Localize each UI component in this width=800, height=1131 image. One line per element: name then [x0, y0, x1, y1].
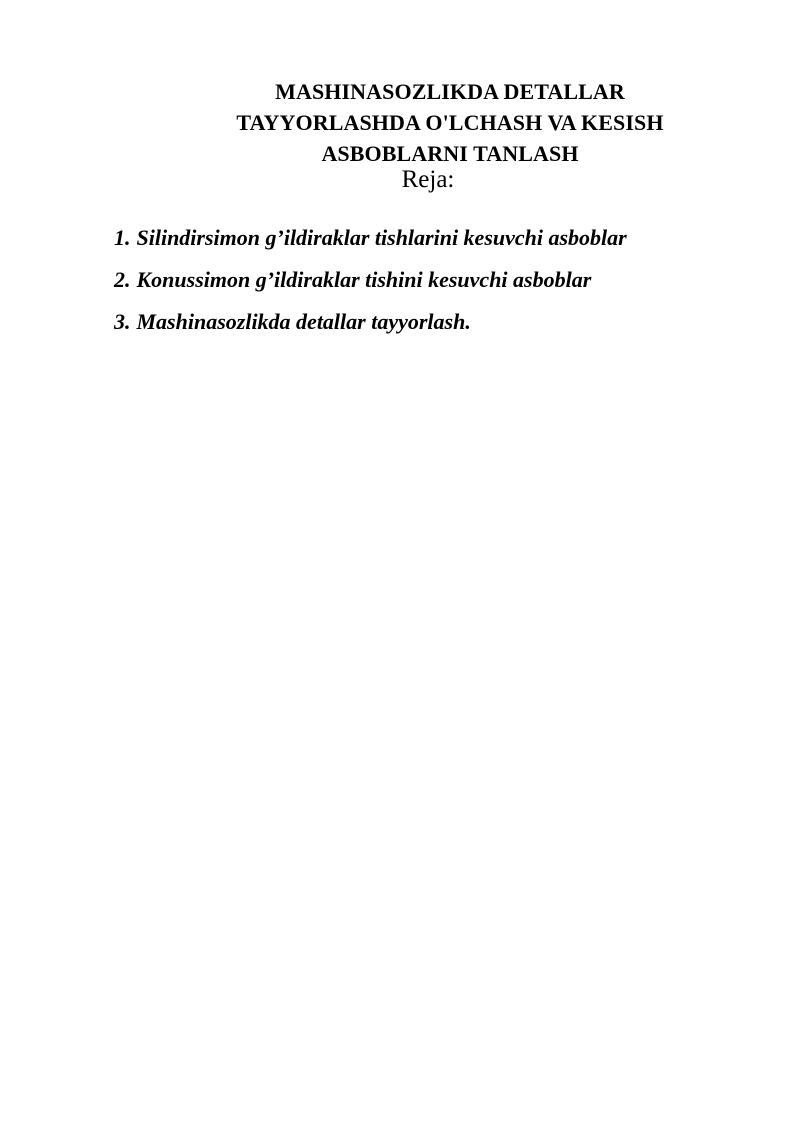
plan-item-text: Konussimon g’ildiraklar tishini kesuvchi asboblar: [136, 267, 592, 292]
document-title: [150, 76, 750, 169]
plan-list: [114, 224, 627, 350]
plan-item: [114, 308, 627, 336]
plan-item-number: 2.: [114, 267, 131, 292]
title-line: MASHINASOZLIKDA DETALLAR: [275, 79, 625, 104]
plan-heading: Reja:: [401, 166, 455, 193]
plan-item-number: 1.: [114, 225, 131, 250]
title-line: TAYYORLASHDA O'LCHASH VA KESISH: [236, 110, 664, 135]
title-line: ASBOBLARNI TANLASH: [321, 141, 579, 166]
plan-item-number: 3.: [114, 309, 131, 334]
plan-item: [114, 266, 627, 294]
plan-item-text: Mashinasozlikda detallar tayyorlash.: [136, 309, 471, 334]
plan-item-text: Silindirsimon g’ildiraklar tishlarini kesuvchi asboblar: [136, 225, 627, 250]
plan-item: [114, 224, 627, 252]
